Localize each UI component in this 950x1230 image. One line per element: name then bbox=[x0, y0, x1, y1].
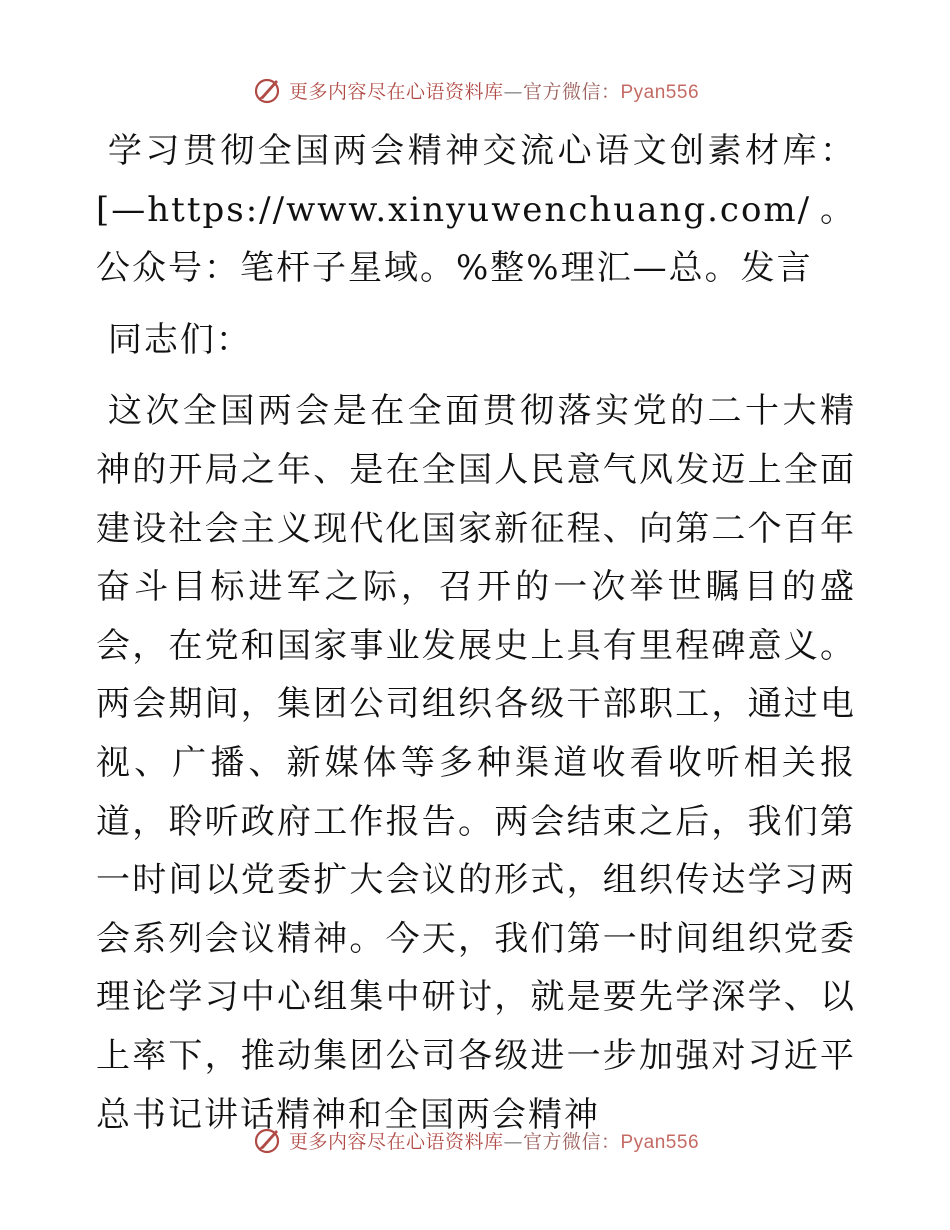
banner-text bbox=[289, 77, 699, 104]
body-paragraph: 这次全国两会是在全面贯彻落实党的二十大精神的开局之年、是在全国人民意气风发迈上全面建设社会主义现代化国家新征程、向第二个百年奋斗目标进军之际，召开的一次举世瞩目的盛会，在党和国家事业发展史上具有里程碑意义。两会期间，集团公司组织各级干部职工，通过电视、广播、新媒体等多种渠道收看收听相关报道，聆听政府工作报告。两会结束之后，我们第一时间以党委扩大会议的形式，组织传达学习两会系列会议精神。今天，我们第一时间组织党委理论学习中心组集中研讨，就是要先学深学、以上率下，推动集团公司各级进一步加强对习近平总书记讲话精神和全国两会精神 bbox=[96, 391, 856, 1135]
document-body bbox=[96, 122, 856, 1144]
watermark-banner-bottom bbox=[0, 1118, 950, 1162]
banner-text bbox=[289, 1127, 699, 1154]
header-paragraph: 学习贯彻全国两会精神交流心语文创素材库：[—https://www.xinyuwenchuang.com/。公众号：笔杆子星域。%整%理汇—总。发言 bbox=[96, 131, 856, 289]
greeting: 同志们： bbox=[107, 319, 252, 360]
watermark-banner-top bbox=[0, 68, 950, 112]
banner-wechat-handle: Pyan556 bbox=[620, 81, 700, 103]
banner-dash: — bbox=[503, 80, 523, 103]
quill-logo-icon bbox=[251, 74, 283, 106]
banner-wechat-label: 官方微信： bbox=[522, 1130, 621, 1153]
quill-logo-icon bbox=[251, 1124, 283, 1156]
banner-wechat-label: 官方微信： bbox=[522, 80, 621, 103]
banner-dash: — bbox=[503, 1130, 523, 1153]
banner-wechat-handle: Pyan556 bbox=[620, 1131, 700, 1153]
banner-prefix: 更多内容尽在心语资料库 bbox=[288, 80, 504, 103]
banner-prefix: 更多内容尽在心语资料库 bbox=[288, 1130, 504, 1153]
